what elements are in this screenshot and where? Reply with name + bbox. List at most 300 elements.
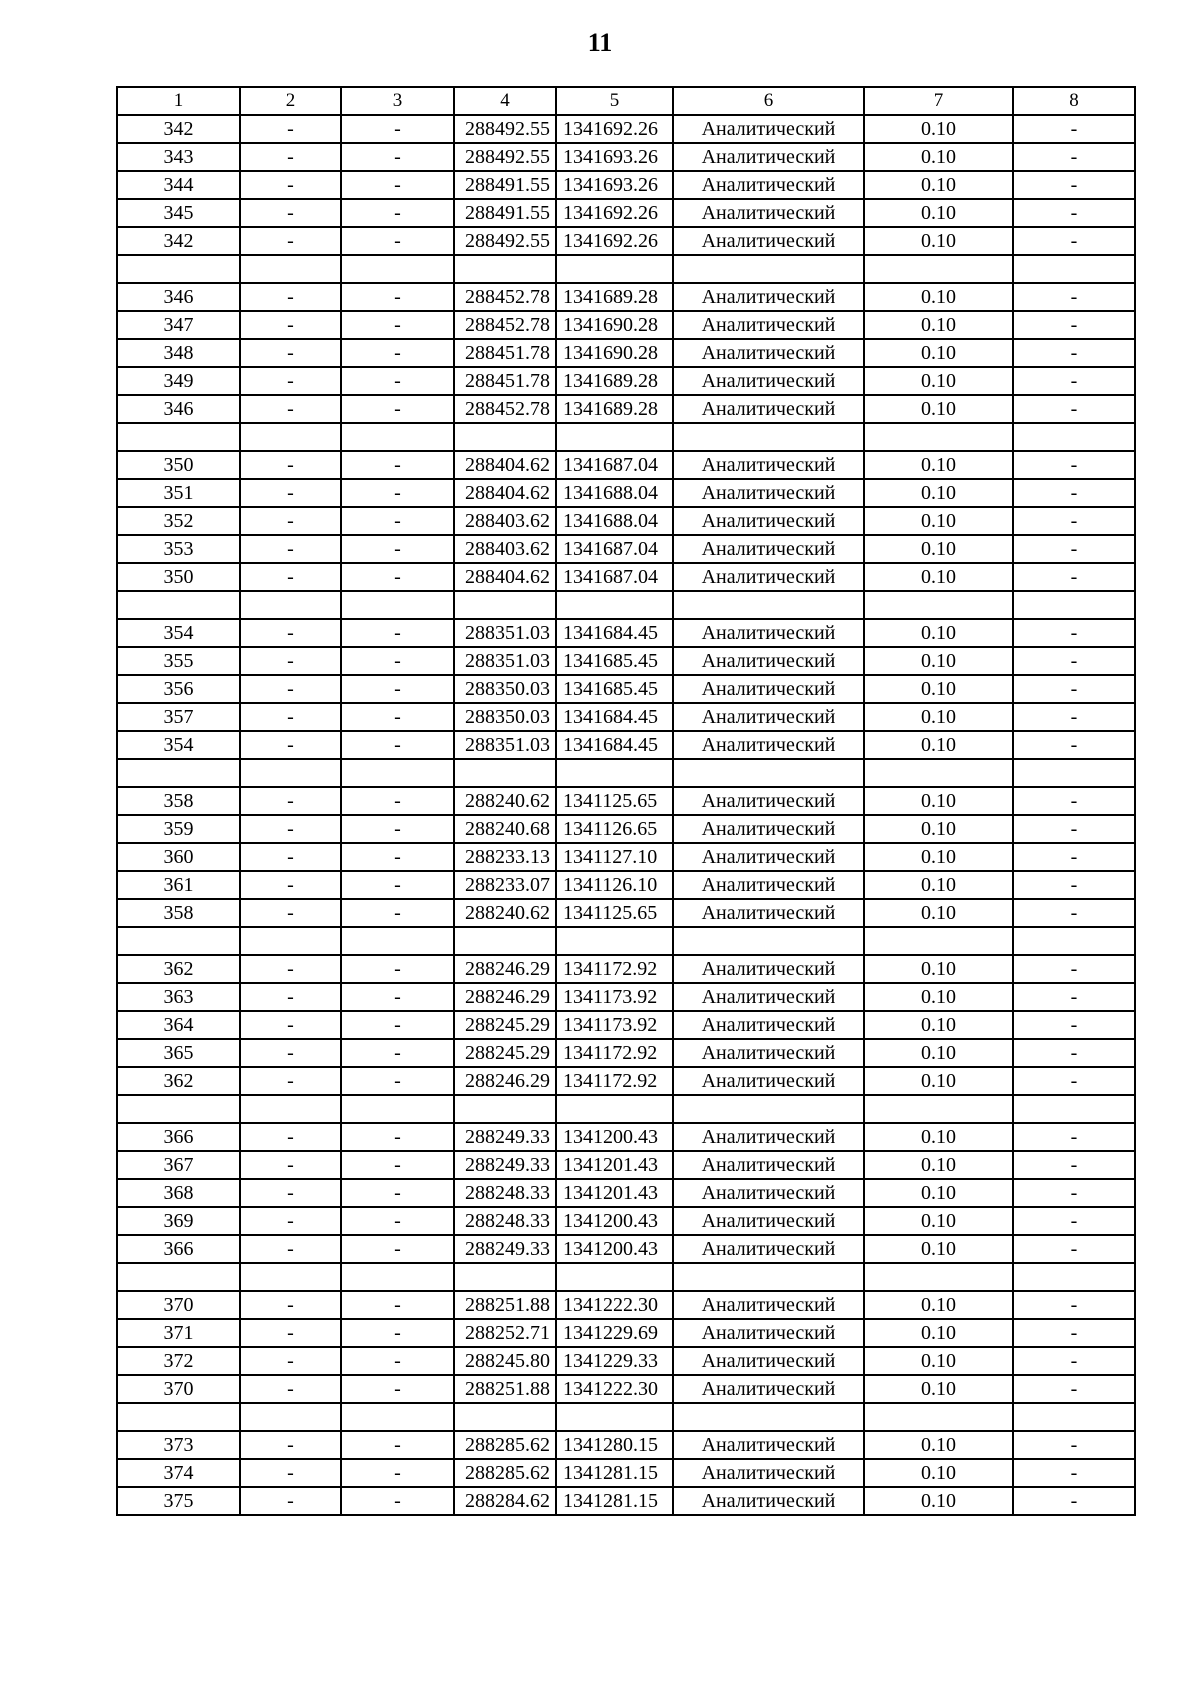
cell-coord-y: 1341692.26 [556, 199, 673, 227]
cell-col-2: - [240, 563, 341, 591]
cell-col-8: - [1013, 199, 1135, 227]
cell-col-8: - [1013, 675, 1135, 703]
table-row [117, 1151, 1135, 1179]
cell-col-3: - [341, 1235, 454, 1263]
cell-col-2: - [240, 1235, 341, 1263]
cell-accuracy: 0.10 [864, 115, 1013, 143]
cell-method: Аналитический [673, 1347, 864, 1375]
cell-accuracy: 0.10 [864, 1347, 1013, 1375]
cell-col-8 [1013, 255, 1135, 283]
cell-coord-x: 288492.55 [454, 143, 556, 171]
cell-col-2 [240, 591, 341, 619]
cell-col-2: - [240, 787, 341, 815]
table-row [117, 1319, 1135, 1347]
cell-coord-y: 1341200.43 [556, 1235, 673, 1263]
cell-accuracy: 0.10 [864, 563, 1013, 591]
cell-coord-y: 1341687.04 [556, 563, 673, 591]
cell-accuracy: 0.10 [864, 1431, 1013, 1459]
cell-method: Аналитический [673, 1039, 864, 1067]
cell-col-8: - [1013, 171, 1135, 199]
cell-point-number: 364 [117, 1011, 240, 1039]
cell-method: Аналитический [673, 731, 864, 759]
table-row [117, 1347, 1135, 1375]
table-row [117, 871, 1135, 899]
cell-method: Аналитический [673, 143, 864, 171]
cell-accuracy: 0.10 [864, 899, 1013, 927]
cell-col-8: - [1013, 871, 1135, 899]
table-row [117, 115, 1135, 143]
cell-col-3: - [341, 395, 454, 423]
cell-method: Аналитический [673, 1067, 864, 1095]
cell-coord-y: 1341689.28 [556, 283, 673, 311]
cell-accuracy: 0.10 [864, 1319, 1013, 1347]
cell-method: Аналитический [673, 1291, 864, 1319]
cell-point-number: 355 [117, 647, 240, 675]
cell-coord-x: 288251.88 [454, 1291, 556, 1319]
cell-col-3: - [341, 675, 454, 703]
cell-method: Аналитический [673, 1123, 864, 1151]
cell-coord-y: 1341126.10 [556, 871, 673, 899]
cell-coord-y: 1341684.45 [556, 703, 673, 731]
cell-coord-y: 1341201.43 [556, 1151, 673, 1179]
cell-accuracy: 0.10 [864, 339, 1013, 367]
cell-col-2: - [240, 675, 341, 703]
cell-accuracy: 0.10 [864, 535, 1013, 563]
cell-coord-y: 1341125.65 [556, 787, 673, 815]
cell-col-2: - [240, 367, 341, 395]
cell-coord-y [556, 255, 673, 283]
table-row [117, 647, 1135, 675]
cell-accuracy: 0.10 [864, 1207, 1013, 1235]
cell-point-number [117, 1263, 240, 1291]
cell-coord-x: 288285.62 [454, 1459, 556, 1487]
cell-col-3: - [341, 367, 454, 395]
cell-col-2 [240, 1095, 341, 1123]
cell-coord-y [556, 1403, 673, 1431]
cell-coord-y: 1341173.92 [556, 1011, 673, 1039]
separator-row [117, 1095, 1135, 1123]
cell-coord-x [454, 255, 556, 283]
cell-accuracy: 0.10 [864, 843, 1013, 871]
cell-col-8 [1013, 591, 1135, 619]
cell-point-number: 348 [117, 339, 240, 367]
cell-coord-x: 288284.62 [454, 1487, 556, 1515]
cell-col-8: - [1013, 1039, 1135, 1067]
cell-accuracy: 0.10 [864, 367, 1013, 395]
table-row [117, 815, 1135, 843]
cell-col-3: - [341, 1011, 454, 1039]
table-row [117, 731, 1135, 759]
cell-coord-y [556, 1263, 673, 1291]
cell-coord-y: 1341200.43 [556, 1207, 673, 1235]
cell-point-number: 343 [117, 143, 240, 171]
cell-accuracy [864, 1403, 1013, 1431]
cell-method [673, 255, 864, 283]
cell-accuracy: 0.10 [864, 815, 1013, 843]
header-cell-1: 1 [117, 87, 240, 115]
cell-method: Аналитический [673, 1459, 864, 1487]
cell-col-3: - [341, 815, 454, 843]
cell-col-8: - [1013, 647, 1135, 675]
cell-point-number: 362 [117, 1067, 240, 1095]
cell-method: Аналитический [673, 1235, 864, 1263]
table-row [117, 1291, 1135, 1319]
cell-col-2: - [240, 983, 341, 1011]
cell-coord-x [454, 927, 556, 955]
cell-col-2: - [240, 1459, 341, 1487]
cell-col-8: - [1013, 899, 1135, 927]
cell-col-8: - [1013, 227, 1135, 255]
cell-point-number: 347 [117, 311, 240, 339]
cell-col-2: - [240, 1319, 341, 1347]
cell-col-8 [1013, 1263, 1135, 1291]
header-cell-8: 8 [1013, 87, 1135, 115]
cell-coord-x: 288351.03 [454, 731, 556, 759]
cell-coord-y: 1341280.15 [556, 1431, 673, 1459]
cell-coord-x: 288451.78 [454, 367, 556, 395]
cell-coord-x: 288285.62 [454, 1431, 556, 1459]
header-cell-6: 6 [673, 87, 864, 115]
table-row [117, 1459, 1135, 1487]
cell-col-8: - [1013, 1179, 1135, 1207]
cell-coord-y: 1341689.28 [556, 367, 673, 395]
cell-accuracy: 0.10 [864, 311, 1013, 339]
header-cell-4: 4 [454, 87, 556, 115]
cell-point-number: 346 [117, 283, 240, 311]
cell-accuracy [864, 759, 1013, 787]
cell-point-number [117, 423, 240, 451]
cell-col-8: - [1013, 787, 1135, 815]
cell-method: Аналитический [673, 787, 864, 815]
cell-coord-y [556, 591, 673, 619]
cell-coord-x [454, 423, 556, 451]
cell-col-8: - [1013, 1459, 1135, 1487]
cell-method [673, 1095, 864, 1123]
cell-point-number: 358 [117, 787, 240, 815]
cell-method [673, 759, 864, 787]
cell-accuracy [864, 423, 1013, 451]
cell-accuracy: 0.10 [864, 479, 1013, 507]
cell-coord-x: 288249.33 [454, 1123, 556, 1151]
cell-method: Аналитический [673, 1319, 864, 1347]
cell-coord-x: 288240.62 [454, 787, 556, 815]
cell-col-8: - [1013, 143, 1135, 171]
separator-row [117, 759, 1135, 787]
cell-col-8: - [1013, 1319, 1135, 1347]
cell-col-2: - [240, 395, 341, 423]
cell-accuracy: 0.10 [864, 1459, 1013, 1487]
cell-col-8: - [1013, 507, 1135, 535]
cell-accuracy: 0.10 [864, 619, 1013, 647]
cell-col-8: - [1013, 1347, 1135, 1375]
cell-col-2: - [240, 1375, 341, 1403]
cell-accuracy: 0.10 [864, 143, 1013, 171]
cell-accuracy: 0.10 [864, 955, 1013, 983]
cell-col-8: - [1013, 1207, 1135, 1235]
cell-col-8: - [1013, 1291, 1135, 1319]
cell-point-number [117, 1403, 240, 1431]
cell-accuracy: 0.10 [864, 1123, 1013, 1151]
cell-accuracy: 0.10 [864, 647, 1013, 675]
cell-method: Аналитический [673, 507, 864, 535]
cell-col-2: - [240, 647, 341, 675]
cell-col-8: - [1013, 1375, 1135, 1403]
table-row [117, 227, 1135, 255]
cell-col-3: - [341, 1123, 454, 1151]
cell-coord-x: 288249.33 [454, 1151, 556, 1179]
cell-col-2: - [240, 899, 341, 927]
cell-coord-x: 288404.62 [454, 479, 556, 507]
cell-method: Аналитический [673, 1011, 864, 1039]
cell-col-3 [341, 1095, 454, 1123]
cell-method: Аналитический [673, 1179, 864, 1207]
separator-row [117, 1263, 1135, 1291]
cell-col-3: - [341, 199, 454, 227]
table-row [117, 199, 1135, 227]
cell-method: Аналитический [673, 171, 864, 199]
cell-point-number [117, 759, 240, 787]
cell-col-2: - [240, 115, 341, 143]
cell-point-number: 350 [117, 451, 240, 479]
cell-method: Аналитический [673, 1151, 864, 1179]
cell-point-number: 346 [117, 395, 240, 423]
cell-coord-x: 288491.55 [454, 171, 556, 199]
cell-col-2: - [240, 535, 341, 563]
table-row [117, 395, 1135, 423]
table-body [117, 87, 1135, 1515]
table-row [117, 1039, 1135, 1067]
cell-point-number: 372 [117, 1347, 240, 1375]
cell-coord-y: 1341281.15 [556, 1459, 673, 1487]
cell-col-3: - [341, 1067, 454, 1095]
cell-coord-y: 1341172.92 [556, 1067, 673, 1095]
cell-col-2: - [240, 1151, 341, 1179]
table-row [117, 787, 1135, 815]
cell-method: Аналитический [673, 1431, 864, 1459]
cell-col-2 [240, 927, 341, 955]
cell-accuracy: 0.10 [864, 871, 1013, 899]
cell-col-2: - [240, 1039, 341, 1067]
cell-coord-x: 288351.03 [454, 619, 556, 647]
cell-method: Аналитический [673, 451, 864, 479]
cell-col-2: - [240, 619, 341, 647]
cell-accuracy: 0.10 [864, 1039, 1013, 1067]
cell-coord-y: 1341687.04 [556, 451, 673, 479]
cell-col-2: - [240, 227, 341, 255]
cell-col-2: - [240, 283, 341, 311]
table-row [117, 1011, 1135, 1039]
cell-col-2: - [240, 171, 341, 199]
cell-col-2 [240, 423, 341, 451]
cell-coord-y: 1341685.45 [556, 647, 673, 675]
cell-col-3 [341, 759, 454, 787]
cell-method: Аналитический [673, 115, 864, 143]
cell-method: Аналитический [673, 703, 864, 731]
cell-col-3 [341, 255, 454, 283]
cell-coord-x: 288452.78 [454, 395, 556, 423]
cell-col-2: - [240, 1487, 341, 1515]
cell-accuracy: 0.10 [864, 227, 1013, 255]
cell-coord-x [454, 1095, 556, 1123]
cell-col-8 [1013, 1095, 1135, 1123]
cell-point-number: 353 [117, 535, 240, 563]
cell-method: Аналитический [673, 955, 864, 983]
cell-col-8: - [1013, 535, 1135, 563]
table-row [117, 143, 1135, 171]
cell-method: Аналитический [673, 283, 864, 311]
cell-point-number: 365 [117, 1039, 240, 1067]
separator-row [117, 591, 1135, 619]
cell-col-3: - [341, 1039, 454, 1067]
cell-point-number: 373 [117, 1431, 240, 1459]
cell-coord-y: 1341125.65 [556, 899, 673, 927]
cell-col-3: - [341, 1319, 454, 1347]
cell-point-number: 367 [117, 1151, 240, 1179]
cell-coord-x: 288351.03 [454, 647, 556, 675]
coordinates-table [116, 86, 1136, 1516]
cell-col-8: - [1013, 311, 1135, 339]
table-row [117, 311, 1135, 339]
cell-col-2: - [240, 143, 341, 171]
cell-coord-y: 1341173.92 [556, 983, 673, 1011]
cell-coord-y: 1341229.33 [556, 1347, 673, 1375]
table-row [117, 1431, 1135, 1459]
cell-col-3: - [341, 619, 454, 647]
cell-point-number: 358 [117, 899, 240, 927]
table-row [117, 1123, 1135, 1151]
cell-point-number: 342 [117, 227, 240, 255]
table-row [117, 1235, 1135, 1263]
cell-coord-y: 1341281.15 [556, 1487, 673, 1515]
cell-coord-x [454, 1403, 556, 1431]
cell-coord-x: 288404.62 [454, 563, 556, 591]
cell-coord-y: 1341126.65 [556, 815, 673, 843]
cell-col-3: - [341, 1291, 454, 1319]
cell-col-8: - [1013, 367, 1135, 395]
cell-col-2: - [240, 451, 341, 479]
table-row [117, 507, 1135, 535]
cell-col-3: - [341, 1179, 454, 1207]
cell-col-3: - [341, 647, 454, 675]
cell-coord-x: 288451.78 [454, 339, 556, 367]
separator-row [117, 1403, 1135, 1431]
cell-coord-x: 288240.62 [454, 899, 556, 927]
cell-method: Аналитический [673, 1375, 864, 1403]
table-row [117, 955, 1135, 983]
cell-col-3: - [341, 1487, 454, 1515]
cell-point-number: 351 [117, 479, 240, 507]
cell-col-2: - [240, 479, 341, 507]
cell-coord-y: 1341692.26 [556, 115, 673, 143]
cell-col-3: - [341, 311, 454, 339]
header-cell-7: 7 [864, 87, 1013, 115]
cell-coord-y: 1341172.92 [556, 955, 673, 983]
cell-col-8: - [1013, 1151, 1135, 1179]
cell-coord-y: 1341172.92 [556, 1039, 673, 1067]
cell-col-3: - [341, 507, 454, 535]
cell-coord-x [454, 591, 556, 619]
cell-coord-y: 1341200.43 [556, 1123, 673, 1151]
cell-accuracy [864, 591, 1013, 619]
cell-coord-x: 288246.29 [454, 983, 556, 1011]
cell-col-8: - [1013, 451, 1135, 479]
cell-method: Аналитический [673, 675, 864, 703]
cell-col-3: - [341, 983, 454, 1011]
cell-coord-y: 1341684.45 [556, 731, 673, 759]
cell-col-2 [240, 759, 341, 787]
cell-coord-x: 288246.29 [454, 1067, 556, 1095]
cell-coord-y: 1341693.26 [556, 143, 673, 171]
cell-method [673, 591, 864, 619]
page-number: 11 [587, 28, 613, 57]
cell-col-3: - [341, 143, 454, 171]
cell-col-2: - [240, 1011, 341, 1039]
cell-point-number: 357 [117, 703, 240, 731]
table-row [117, 1487, 1135, 1515]
cell-accuracy: 0.10 [864, 451, 1013, 479]
cell-coord-x: 288245.80 [454, 1347, 556, 1375]
cell-col-3: - [341, 535, 454, 563]
cell-coord-x: 288403.62 [454, 507, 556, 535]
table-row [117, 619, 1135, 647]
cell-col-2: - [240, 1347, 341, 1375]
cell-point-number: 371 [117, 1319, 240, 1347]
cell-col-3: - [341, 115, 454, 143]
cell-col-2: - [240, 1179, 341, 1207]
cell-point-number: 359 [117, 815, 240, 843]
table-row [117, 171, 1135, 199]
cell-accuracy: 0.10 [864, 283, 1013, 311]
cell-coord-x: 288251.88 [454, 1375, 556, 1403]
cell-accuracy: 0.10 [864, 983, 1013, 1011]
cell-coord-x: 288248.33 [454, 1207, 556, 1235]
cell-method: Аналитический [673, 1207, 864, 1235]
cell-coord-y: 1341690.28 [556, 311, 673, 339]
cell-point-number: 349 [117, 367, 240, 395]
cell-col-8: - [1013, 339, 1135, 367]
table-row [117, 899, 1135, 927]
cell-coord-y: 1341222.30 [556, 1291, 673, 1319]
cell-coord-y: 1341685.45 [556, 675, 673, 703]
separator-row [117, 927, 1135, 955]
cell-col-8: - [1013, 1487, 1135, 1515]
cell-method: Аналитический [673, 199, 864, 227]
cell-method: Аналитический [673, 983, 864, 1011]
cell-col-3: - [341, 955, 454, 983]
cell-col-8: - [1013, 703, 1135, 731]
cell-point-number: 366 [117, 1123, 240, 1151]
cell-point-number: 352 [117, 507, 240, 535]
cell-method: Аналитический [673, 479, 864, 507]
cell-method: Аналитический [673, 311, 864, 339]
cell-coord-x: 288233.07 [454, 871, 556, 899]
cell-col-2: - [240, 1431, 341, 1459]
cell-coord-x: 288492.55 [454, 227, 556, 255]
cell-accuracy [864, 927, 1013, 955]
table-row [117, 479, 1135, 507]
cell-point-number: 342 [117, 115, 240, 143]
cell-point-number: 354 [117, 619, 240, 647]
cell-method: Аналитический [673, 563, 864, 591]
cell-accuracy [864, 1095, 1013, 1123]
cell-point-number [117, 927, 240, 955]
table-row [117, 563, 1135, 591]
cell-col-3: - [341, 479, 454, 507]
cell-point-number [117, 1095, 240, 1123]
table-row [117, 1375, 1135, 1403]
cell-accuracy: 0.10 [864, 1235, 1013, 1263]
cell-coord-y: 1341127.10 [556, 843, 673, 871]
